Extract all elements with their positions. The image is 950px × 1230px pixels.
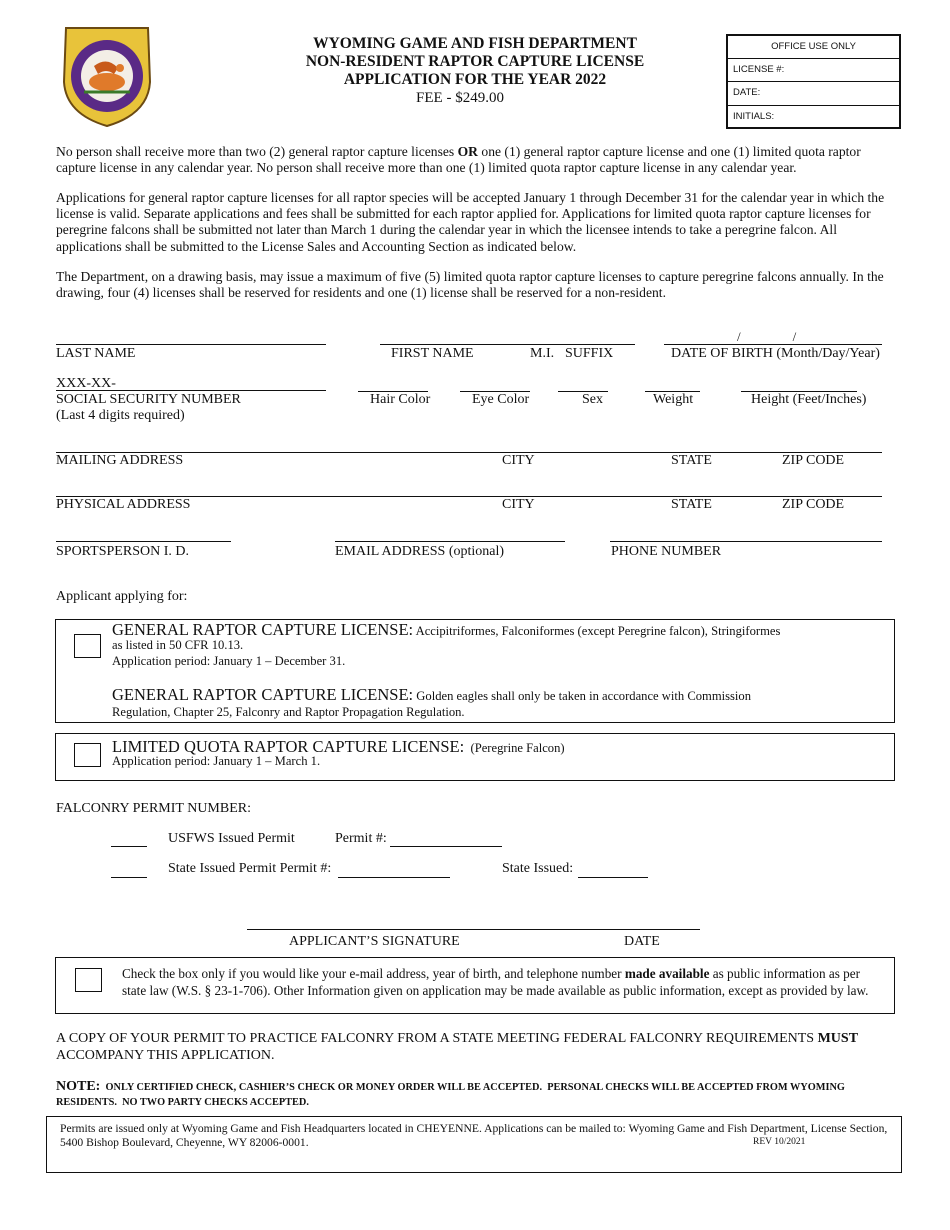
email-label: EMAIL ADDRESS (optional) xyxy=(335,544,505,559)
limited-quota-period: Application period: January 1 – March 1. xyxy=(112,754,321,768)
ssn-prefix: XXX-XX- xyxy=(56,376,116,391)
department-title: WYOMING GAME AND FISH DEPARTMENT xyxy=(313,35,637,52)
physical-city-label: CITY xyxy=(502,497,535,512)
license-number-field: LICENSE #: xyxy=(728,59,899,82)
falconry-permit-heading: FALCONRY PERMIT NUMBER: xyxy=(56,801,251,816)
drawing-paragraph: The Department, on a drawing basis, may issue a maximum of five (5) limited quota raptor capture licenses to capture peregrine falcons annually. In the drawing, four (4) licenses shall be reserved for residents and one (1) license shall be reserved for a non-resident. xyxy=(56,269,884,301)
phone-input[interactable] xyxy=(610,541,882,542)
mailing-address-label: MAILING ADDRESS xyxy=(56,453,184,468)
ssn-input[interactable] xyxy=(56,390,326,391)
office-use-box xyxy=(726,34,901,129)
applying-for-label: Applicant applying for: xyxy=(56,589,188,604)
state-permit-label: State Issued Permit Permit #: xyxy=(168,861,332,876)
footer-text: Permits are issued only at Wyoming Game and Fish Headquarters located in CHEYENNE. Applications can be mailed to: Wyoming Game and Fish Department, License Section, 5400 Bishop Boulevard, Cheyenne, WY 82006-0001. xyxy=(60,1122,888,1149)
limited-quota-desc: (Peregrine Falcon) xyxy=(464,741,565,755)
sex-label: Sex xyxy=(582,392,603,407)
mailing-zip-label: ZIP CODE xyxy=(782,453,845,468)
dob-slashes: / / xyxy=(737,329,797,344)
general-license-text xyxy=(112,620,792,652)
weight-label: Weight xyxy=(653,392,694,407)
sportsperson-id-input[interactable] xyxy=(56,541,231,542)
golden-eagle-desc: Golden eagles shall only be taken in accordance with Commission Regulation, Chapter 25, Falconry and Raptor Propagation Regulation. xyxy=(112,689,752,719)
note-text: ONLY CERTIFIED CHECK, CASHIER’S CHECK OR MONEY ORDER WILL BE ACCEPTED. PERSONAL CHECKS WILL BE ACCEPTED FROM WYOMING RESIDENTS. NO TWO PARTY CHECKS ACCEPTED. xyxy=(56,1082,848,1108)
signature-date-label: DATE xyxy=(624,934,660,949)
hair-color-label: Hair Color xyxy=(370,392,431,407)
first-name-input[interactable] xyxy=(380,344,635,345)
state-issued-label: State Issued: xyxy=(502,861,574,876)
general-license-desc: Accipitriformes, Falconiformes (except Peregrine falcon), Stringiformes as listed in 50 CFR 10.13. xyxy=(112,624,781,652)
fee: FEE - $249.00 xyxy=(416,90,504,106)
eye-color-label: Eye Color xyxy=(472,392,530,407)
public-info-text: Check the box only if you would like your e-mail address, year of birth, and telephone number made available as public information as per state law (W.S. § 23-1-706). Other Information given on application may be made available as public information, except as provided by law. xyxy=(122,966,869,998)
sportsperson-id-label: SPORTSPERSON I. D. xyxy=(56,544,189,559)
usfws-permit-check[interactable] xyxy=(111,846,147,847)
initials-field: INITIALS: xyxy=(733,110,775,122)
physical-address-label: PHYSICAL ADDRESS xyxy=(56,497,191,512)
last-name-label: LAST NAME xyxy=(56,346,136,361)
license-limit-paragraph: No person shall receive more than two (2) general raptor capture licenses OR one (1) general raptor capture license and one (1) limited quota raptor capture license in any calendar year. No person shall receive more than one (1) limited quota raptor capture license in any calendar year. xyxy=(56,144,861,176)
usfws-permit-label: USFWS Issued Permit xyxy=(168,831,295,846)
license-title: NON-RESIDENT RAPTOR CAPTURE LICENSE xyxy=(305,53,645,70)
physical-state-label: STATE xyxy=(671,497,712,512)
general-license-period: Application period: January 1 – December 31. xyxy=(112,654,346,668)
ssn-note: (Last 4 digits required) xyxy=(56,408,185,423)
signature-input[interactable] xyxy=(247,929,700,930)
office-date-field: DATE: xyxy=(728,82,899,105)
payment-note xyxy=(56,1079,896,1109)
department-seal xyxy=(58,22,156,128)
signature-label: APPLICANT’S SIGNATURE xyxy=(289,934,460,949)
dob-label: DATE OF BIRTH (Month/Day/Year) xyxy=(671,346,880,361)
golden-eagle-text xyxy=(112,687,812,720)
state-issued-input[interactable] xyxy=(578,877,648,878)
general-license-checkbox[interactable] xyxy=(74,634,101,658)
application-year: APPLICATION FOR THE YEAR 2022 xyxy=(343,71,607,88)
first-name-label: FIRST NAME xyxy=(391,346,474,361)
general-license-title: GENERAL RAPTOR CAPTURE LICENSE: xyxy=(112,620,414,639)
middle-initial-label: M.I. xyxy=(530,346,555,361)
revision-label: REV 10/2021 xyxy=(753,1137,806,1147)
note-label: NOTE: xyxy=(56,1079,101,1094)
ssn-label: SOCIAL SECURITY NUMBER xyxy=(56,392,241,407)
email-input[interactable] xyxy=(335,541,565,542)
physical-zip-label: ZIP CODE xyxy=(782,497,845,512)
application-period-paragraph: Applications for general raptor capture licenses for all raptor species will be accepted January 1 through December 31 for the calendar year in which the license is valid. Separate applications and fees shall be submitted for each raptor applied for. Applications for limited quota raptor capture licenses for peregrine falcons shall be submitted not later than March 1 during the calendar year in which the licensee intends to take a peregrine falcon. All applications shall be submitted to the License Sales and Accounting Section as indicated below. xyxy=(56,190,885,254)
copy-notice: A COPY OF YOUR PERMIT TO PRACTICE FALCONRY FROM A STATE MEETING FEDERAL FALCONRY REQUIREMENTS MUST ACCOMPANY THIS APPLICATION. xyxy=(56,1031,859,1063)
state-permit-check[interactable] xyxy=(111,877,147,878)
mailing-city-label: CITY xyxy=(502,453,535,468)
height-label: Height (Feet/Inches) xyxy=(751,392,867,407)
suffix-label: SUFFIX xyxy=(565,346,614,361)
last-name-input[interactable] xyxy=(56,344,326,345)
office-use-title: OFFICE USE ONLY xyxy=(728,36,899,59)
limited-quota-title: LIMITED QUOTA RAPTOR CAPTURE LICENSE: xyxy=(112,737,465,756)
mailing-state-label: STATE xyxy=(671,453,712,468)
usfws-permit-number-input[interactable] xyxy=(390,846,502,847)
phone-label: PHONE NUMBER xyxy=(611,544,722,559)
limited-quota-checkbox[interactable] xyxy=(74,743,101,767)
golden-eagle-title: GENERAL RAPTOR CAPTURE LICENSE: xyxy=(112,685,414,704)
public-info-checkbox[interactable] xyxy=(75,968,102,992)
usfws-permit-number-label: Permit #: xyxy=(335,831,387,846)
state-permit-number-input[interactable] xyxy=(338,877,450,878)
